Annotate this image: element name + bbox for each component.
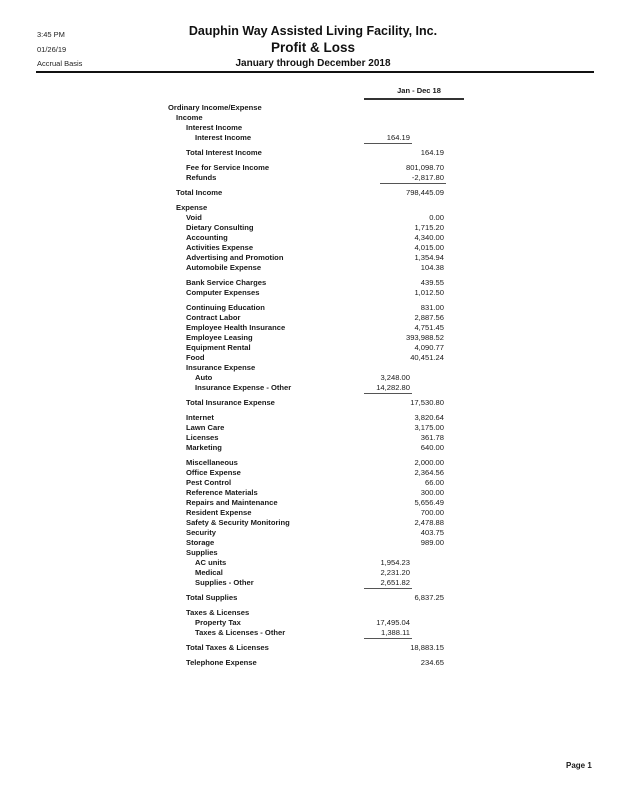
column-header-rule bbox=[364, 98, 464, 100]
report-basis: Accrual Basis bbox=[37, 59, 83, 68]
table-row bbox=[0, 658, 626, 668]
row-value: 3,820.64 bbox=[414, 413, 444, 422]
row-label: Interest Income bbox=[186, 123, 243, 132]
table-row bbox=[0, 433, 626, 443]
row-value: 439.55 bbox=[420, 278, 444, 287]
row-label: Licenses bbox=[186, 433, 219, 442]
row-value: 40,451.24 bbox=[410, 353, 444, 362]
row-label: Auto bbox=[195, 373, 213, 382]
row-label: Fee for Service Income bbox=[186, 163, 270, 172]
row-label: Advertising and Promotion bbox=[186, 253, 284, 262]
row-label: Dietary Consulting bbox=[186, 223, 254, 232]
table-row bbox=[0, 103, 626, 113]
header-rule bbox=[36, 71, 594, 73]
row-value: 798,445.09 bbox=[405, 188, 444, 197]
row-label: Computer Expenses bbox=[186, 288, 260, 297]
row-value: 17,530.80 bbox=[410, 398, 444, 407]
row-value: 640.00 bbox=[420, 443, 444, 452]
row-label: Total Supplies bbox=[186, 593, 238, 602]
table-row bbox=[0, 628, 626, 638]
row-value: 831.00 bbox=[420, 303, 444, 312]
row-subvalue: 17,495.04 bbox=[376, 618, 410, 627]
column-header: Jan - Dec 18 bbox=[397, 86, 441, 95]
row-label: Resident Expense bbox=[186, 508, 252, 517]
row-value: 2,364.56 bbox=[414, 468, 444, 477]
table-row bbox=[0, 518, 626, 528]
table-row bbox=[0, 323, 626, 333]
row-label: Property Tax bbox=[195, 618, 241, 627]
row-subvalue: 1,388.11 bbox=[381, 628, 410, 637]
row-label: Automobile Expense bbox=[186, 263, 262, 272]
report-title: Profit & Loss bbox=[270, 40, 355, 55]
row-label: Internet bbox=[186, 413, 214, 422]
row-label: Activities Expense bbox=[186, 243, 254, 252]
table-row bbox=[0, 618, 626, 628]
table-row bbox=[0, 383, 626, 393]
row-label: AC units bbox=[195, 558, 227, 567]
row-label: Telephone Expense bbox=[186, 658, 257, 667]
row-label: Contract Labor bbox=[186, 313, 241, 322]
row-value: 2,887.56 bbox=[414, 313, 444, 322]
row-value: 1,715.20 bbox=[414, 223, 444, 232]
row-label: Total Income bbox=[176, 188, 223, 197]
table-row bbox=[0, 278, 626, 288]
table-row bbox=[0, 443, 626, 453]
row-label: Food bbox=[186, 353, 205, 362]
table-row bbox=[0, 508, 626, 518]
row-label: Expense bbox=[176, 203, 208, 212]
page-number: Page 1 bbox=[566, 761, 592, 770]
table-row bbox=[0, 203, 626, 213]
row-label: Total Interest Income bbox=[186, 148, 262, 157]
row-label: Office Expense bbox=[186, 468, 241, 477]
row-label: Refunds bbox=[186, 173, 217, 182]
row-value: 18,883.15 bbox=[410, 643, 444, 652]
table-row bbox=[0, 643, 626, 653]
row-label: Medical bbox=[195, 568, 223, 577]
company-name: Dauphin Way Assisted Living Facility, Inc. bbox=[188, 24, 438, 38]
table-row bbox=[0, 478, 626, 488]
row-label: Pest Control bbox=[186, 478, 232, 487]
row-value: 164.19 bbox=[420, 148, 444, 157]
row-value: 989.00 bbox=[420, 538, 444, 547]
table-row bbox=[0, 288, 626, 298]
report-period: January through December 2018 bbox=[235, 58, 391, 69]
row-label: Void bbox=[186, 213, 202, 222]
table-row bbox=[0, 133, 626, 143]
row-label: Security bbox=[186, 528, 216, 537]
row-value: 1,012.50 bbox=[414, 288, 444, 297]
row-label: Interest Income bbox=[195, 133, 252, 142]
row-value: 2,478.88 bbox=[414, 518, 444, 527]
row-label: Accounting bbox=[186, 233, 228, 242]
row-value: 2,000.00 bbox=[414, 458, 444, 467]
table-row bbox=[0, 148, 626, 158]
table-row bbox=[0, 373, 626, 383]
report-date: 01/26/19 bbox=[37, 45, 67, 54]
row-value: 4,090.77 bbox=[414, 343, 444, 352]
row-label: Reference Materials bbox=[186, 488, 258, 497]
table-row bbox=[0, 263, 626, 273]
row-label: Taxes & Licenses bbox=[186, 608, 250, 617]
row-value: 4,751.45 bbox=[414, 323, 444, 332]
row-value: -2,817.80 bbox=[411, 173, 444, 182]
row-value: 0.00 bbox=[429, 213, 444, 222]
subtotal-rule bbox=[364, 638, 412, 639]
table-row bbox=[0, 243, 626, 253]
row-label: Equipment Rental bbox=[186, 343, 251, 352]
table-row bbox=[0, 488, 626, 498]
row-label: Marketing bbox=[186, 443, 222, 452]
row-value: 361.78 bbox=[420, 433, 444, 442]
table-row bbox=[0, 173, 626, 183]
row-label: Miscellaneous bbox=[186, 458, 238, 467]
row-value: 234.65 bbox=[420, 658, 444, 667]
table-row bbox=[0, 353, 626, 363]
table-row bbox=[0, 253, 626, 263]
row-label: Insurance Expense - Other bbox=[195, 383, 292, 392]
table-row bbox=[0, 423, 626, 433]
table-row bbox=[0, 398, 626, 408]
table-row bbox=[0, 568, 626, 578]
row-label: Bank Service Charges bbox=[186, 278, 267, 287]
row-subvalue: 3,248.00 bbox=[380, 373, 410, 382]
row-label: Taxes & Licenses - Other bbox=[195, 628, 286, 637]
row-value: 4,340.00 bbox=[414, 233, 444, 242]
table-row bbox=[0, 413, 626, 423]
subtotal-rule bbox=[364, 143, 412, 144]
row-subvalue: 1,954.23 bbox=[380, 558, 410, 567]
row-subvalue: 2,231.20 bbox=[380, 568, 410, 577]
table-row bbox=[0, 188, 626, 198]
table-row bbox=[0, 313, 626, 323]
row-label: Repairs and Maintenance bbox=[186, 498, 278, 507]
table-row bbox=[0, 608, 626, 618]
table-row bbox=[0, 303, 626, 313]
row-value: 3,175.00 bbox=[414, 423, 444, 432]
row-label: Insurance Expense bbox=[186, 363, 256, 372]
row-label: Employee Health Insurance bbox=[186, 323, 286, 332]
table-row bbox=[0, 123, 626, 133]
row-value: 104.38 bbox=[420, 263, 444, 272]
subtotal-rule bbox=[380, 183, 446, 184]
row-subvalue: 14,282.80 bbox=[376, 383, 410, 392]
row-label: Ordinary Income/Expense bbox=[168, 103, 262, 112]
table-row bbox=[0, 498, 626, 508]
table-row bbox=[0, 113, 626, 123]
row-label: Lawn Care bbox=[186, 423, 225, 432]
row-label: Continuing Education bbox=[186, 303, 265, 312]
table-row bbox=[0, 233, 626, 243]
row-value: 700.00 bbox=[420, 508, 444, 517]
table-row bbox=[0, 223, 626, 233]
row-value: 393,988.52 bbox=[405, 333, 444, 342]
row-value: 801,098.70 bbox=[405, 163, 444, 172]
table-row bbox=[0, 548, 626, 558]
subtotal-rule bbox=[364, 588, 412, 589]
row-value: 1,354.94 bbox=[414, 253, 444, 262]
row-label: Employee Leasing bbox=[186, 333, 253, 342]
table-row bbox=[0, 363, 626, 373]
row-label: Total Insurance Expense bbox=[186, 398, 275, 407]
table-row bbox=[0, 558, 626, 568]
row-subvalue: 164.19 bbox=[386, 133, 410, 142]
subtotal-rule bbox=[364, 393, 412, 394]
row-value: 300.00 bbox=[420, 488, 444, 497]
row-label: Total Taxes & Licenses bbox=[186, 643, 269, 652]
table-row bbox=[0, 213, 626, 223]
row-value: 66.00 bbox=[424, 478, 444, 487]
report-time: 3:45 PM bbox=[37, 30, 65, 39]
table-row bbox=[0, 468, 626, 478]
row-label: Safety & Security Monitoring bbox=[186, 518, 290, 527]
table-row bbox=[0, 593, 626, 603]
row-label: Supplies - Other bbox=[195, 578, 254, 587]
row-value: 6,837.25 bbox=[414, 593, 444, 602]
row-label: Income bbox=[176, 113, 203, 122]
table-row bbox=[0, 528, 626, 538]
row-value: 5,656.49 bbox=[414, 498, 444, 507]
row-subvalue: 2,651.82 bbox=[380, 578, 410, 587]
row-value: 403.75 bbox=[420, 528, 444, 537]
table-row bbox=[0, 538, 626, 548]
table-row bbox=[0, 458, 626, 468]
row-value: 4,015.00 bbox=[414, 243, 444, 252]
table-row bbox=[0, 578, 626, 588]
table-row bbox=[0, 343, 626, 353]
row-label: Supplies bbox=[186, 548, 218, 557]
row-label: Storage bbox=[186, 538, 215, 547]
table-row bbox=[0, 333, 626, 343]
table-row bbox=[0, 163, 626, 173]
